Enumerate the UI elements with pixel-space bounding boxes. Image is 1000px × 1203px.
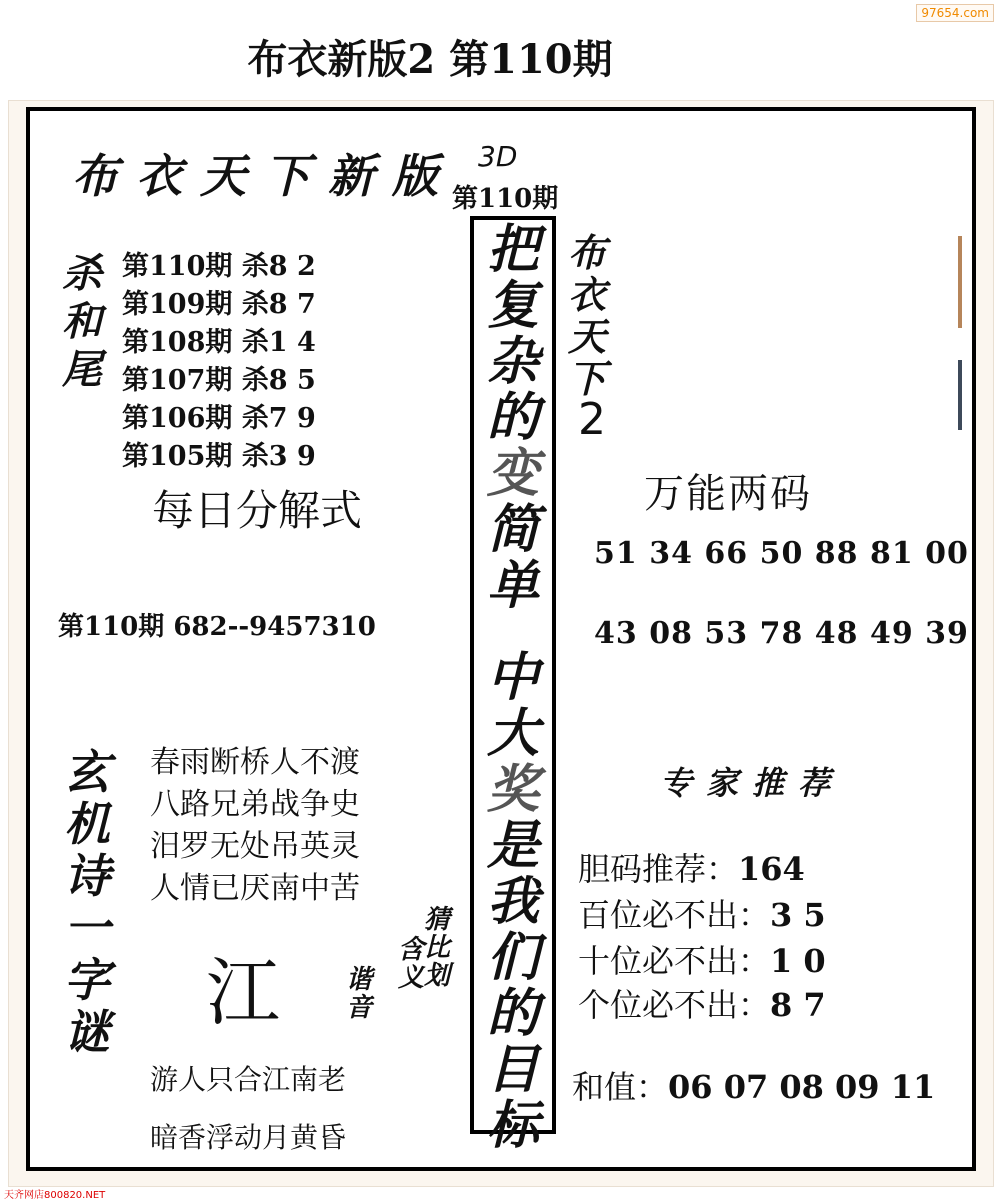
kill-row: 第108期 杀1 4 (122, 327, 316, 358)
sum-value: 06 07 08 09 11 (668, 1068, 936, 1106)
slogan-char: 目 (486, 1039, 539, 1100)
slogan-char: 的 (486, 387, 539, 448)
mystic-char: 谜 (64, 1005, 110, 1059)
code-row: 51 34 66 50 88 81 00 (594, 536, 969, 571)
slogan-char: 标 (486, 1095, 539, 1156)
hint-meaning (398, 936, 424, 992)
recommend-value: 8 7 (770, 986, 826, 1024)
kill-row: 第106期 杀7 9 (122, 403, 316, 434)
mystic-label (64, 746, 110, 1058)
recommend-row (578, 890, 826, 936)
slogan-text (474, 219, 552, 1156)
slogan-char: 简 (486, 499, 539, 560)
right-brand-char: 衣 (568, 272, 607, 317)
recommend-label: 胆码推荐： (578, 850, 739, 888)
universal-title: 万能两码 (644, 471, 812, 517)
recommend-label: 十位必不出： (578, 942, 771, 980)
hint-sound (346, 966, 372, 1022)
slogan-char: 复 (486, 275, 539, 336)
site-tag: 97654.com (916, 4, 994, 22)
poem-line: 春雨断桥人不渡 (150, 745, 360, 780)
poem-line: 人情已厌南中苦 (150, 871, 360, 906)
right-brand (568, 232, 606, 400)
riddle-answer: 江 (206, 950, 280, 1036)
recommend-row (578, 980, 826, 1026)
mystic-char: 机 (64, 797, 110, 851)
page-title: 布衣新版2 第110期 (247, 36, 613, 83)
mystic-char: 一 (64, 901, 110, 955)
recommend-value: 3 5 (770, 896, 826, 934)
slogan-char: 是 (486, 815, 539, 876)
daily-title: 每日分解式 (152, 486, 363, 535)
kill-row: 第110期 杀8 2 (122, 251, 316, 282)
brand-title: 布衣天下新版 (72, 149, 456, 203)
sum-label: 和值： (572, 1068, 669, 1106)
poem2-line: 暗香浮动月黄昏 (150, 1121, 347, 1154)
right-brand-char: 下 (568, 356, 607, 401)
kill-row: 第109期 杀8 7 (122, 289, 316, 320)
slogan-char: 们 (486, 927, 539, 988)
hint-char: 比 (424, 933, 451, 963)
slogan-char: 变 (486, 443, 539, 504)
hint-char: 义 (398, 963, 425, 993)
kill-tail-char: 尾 (62, 346, 102, 393)
poem (150, 742, 360, 910)
hint-char: 含 (398, 935, 425, 965)
poem-line: 八路兄弟战争史 (150, 787, 360, 822)
hint-char: 音 (346, 993, 373, 1023)
kill-row: 第105期 杀3 9 (122, 441, 316, 472)
kill-tail-label (62, 250, 102, 394)
hint-guess (424, 906, 450, 990)
kill-tail-char: 和 (62, 298, 102, 345)
slogan-char: 的 (486, 983, 539, 1044)
right-brand-char: 布 (568, 230, 607, 275)
hint-char: 谐 (346, 965, 373, 995)
right-brand-char: 天 (568, 314, 607, 359)
scrollbar-thumb-dark (958, 360, 962, 430)
sum-row (572, 1062, 935, 1108)
slogan-char: 奖 (486, 759, 539, 820)
kill-tail-list (122, 248, 316, 476)
recommend-row (578, 844, 805, 890)
hint-char: 划 (424, 961, 451, 991)
kill-tail-char: 杀 (62, 250, 102, 297)
recommend-row (578, 936, 826, 982)
slogan-char: 把 (486, 219, 539, 280)
expert-title: 专家推荐 (660, 764, 845, 802)
recommend-label: 百位必不出： (578, 896, 771, 934)
code-row: 43 08 53 78 48 49 39 (594, 616, 969, 651)
bottom-tag: 天齐网店800820.NET (4, 1190, 106, 1201)
recommend-value: 1 0 (770, 942, 826, 980)
mystic-char: 诗 (64, 849, 110, 903)
slogan-char: 大 (486, 703, 539, 764)
three-d-label: 3D (478, 140, 518, 173)
issue-label: 第110期 (452, 184, 559, 214)
slogan-char: 单 (486, 555, 539, 616)
scrollbar-thumb (958, 236, 962, 328)
poem2-line: 游人只合江南老 (150, 1063, 347, 1096)
right-brand-number: 2 (578, 394, 606, 445)
slogan-char: 杂 (486, 331, 539, 392)
poem-line: 汨罗无处吊英灵 (150, 829, 360, 864)
kill-row: 第107期 杀8 5 (122, 365, 316, 396)
mystic-char: 字 (64, 953, 110, 1007)
hint-char: 猜 (424, 905, 451, 935)
recommend-label: 个位必不出： (578, 986, 771, 1024)
recommend-value: 164 (738, 850, 805, 888)
daily-issue: 第110期 682--9457310 (58, 612, 376, 642)
mystic-char: 玄 (64, 745, 110, 799)
slogan-char: 中 (486, 647, 539, 708)
slogan-char: 我 (486, 871, 539, 932)
